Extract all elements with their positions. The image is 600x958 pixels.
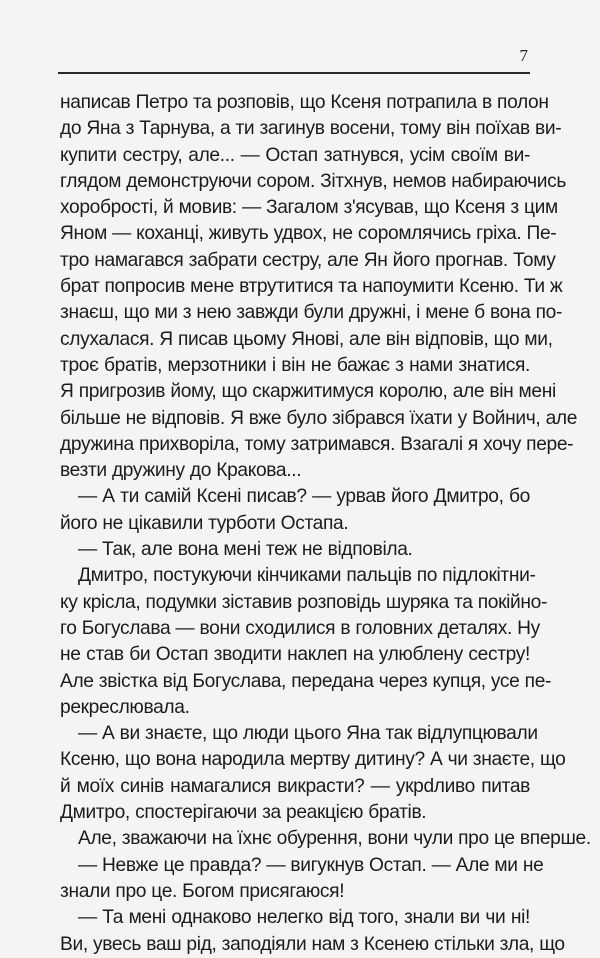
text-line: Ксеню, що вона народила мертву дитину? А чи знаєте, що xyxy=(60,749,566,771)
text-line: брат попросив мене втрутитися та напоумити Ксеню. Ти ж xyxy=(60,276,563,298)
text-line: троє братів, мерзотники і він не бажає з нами знатися. xyxy=(60,354,530,376)
page-number: 7 xyxy=(519,46,528,65)
text-line: Яном — коханці, живуть удвох, не соромлячись гріха. Пе- xyxy=(60,223,557,245)
text-line: тро намагався забрати сестру, але Ян його прогнав. Тому xyxy=(60,249,556,271)
text-line: написав Петро та розповів, що Ксеня потрапила в полон xyxy=(60,92,549,113)
text-line: — А ти самій Ксені писав? — урвав його Дмитро, бо xyxy=(78,486,530,508)
text-line: хоробрості, й мовив: — Загалом з'ясував, що Ксеня з цим xyxy=(60,197,558,219)
text-line: його не цікавили турботи Остапа. xyxy=(60,512,349,534)
text-line: — А ви знаєте, що люди цього Яна так відлупцювали xyxy=(78,723,538,745)
text-line: купити сестру, але... — Остап затнувся, усім своїм ви- xyxy=(60,144,530,166)
text-line: до Яна з Тарнува, а ти загинув восени, тому він поїхав ви- xyxy=(60,118,562,140)
text-line: Дмитро, постукуючи кінчиками пальців по підлокітни- xyxy=(78,565,536,587)
text-line: Але, зважаючи на їхнє обурення, вони чули про це вперше. xyxy=(78,828,591,850)
text-line: го Богуслава — вони сходилися в головних деталях. Ну xyxy=(60,617,540,639)
text-line: й моїх синів намагалися викрасти? — укрdливо питав xyxy=(60,775,530,797)
text-line: — Невже це правда? — вигукнув Остап. — Але ми не xyxy=(78,854,544,876)
text-line: ку крісла, подумки зіставив розповідь шуряка та покійно- xyxy=(60,591,548,613)
text-line: дружина прихворіла, тому затримався. Взагалі я хочу пере- xyxy=(60,433,574,455)
text-line: слухалася. Я писав цьому Янові, але він відповів, що ми, xyxy=(60,328,553,350)
body-text xyxy=(60,90,591,958)
text-line: Але звістка від Богуслава, передана через купця, усе пе- xyxy=(60,670,552,692)
text-line: глядом демонструючи сором. Зітхнув, немов набираючись xyxy=(60,170,566,192)
text-line: знали про це. Богом присягаюся! xyxy=(60,880,345,902)
text-line: — Та мені однаково нелегко від того, знали ви чи ні! xyxy=(78,907,530,929)
text-line: рекреслювала. xyxy=(60,696,190,718)
text-line: везти дружину до Кракова... xyxy=(60,460,302,482)
header-rule xyxy=(58,72,530,74)
text-line: Дмитро, спостерігаючи за реакцією братів. xyxy=(60,802,427,824)
text-line: Ви, увесь ваш рід, заподіяли нам з Ксенею стільки зла, що xyxy=(60,933,565,955)
text-line: знаєш, що ми з нею завжди були дружні, і мене б вона по- xyxy=(60,302,563,324)
text-line: не став би Остап зводити наклеп на улюблену сестру! xyxy=(60,644,530,666)
text-line: більше не відповів. Я вже було зібрався їхати у Войнич, але xyxy=(60,407,578,429)
text-line: Я пригрозив йому, що скаржитимуся королю, але він мені xyxy=(60,381,556,403)
text-line: — Так, але вона мені теж не відповіла. xyxy=(78,539,413,561)
